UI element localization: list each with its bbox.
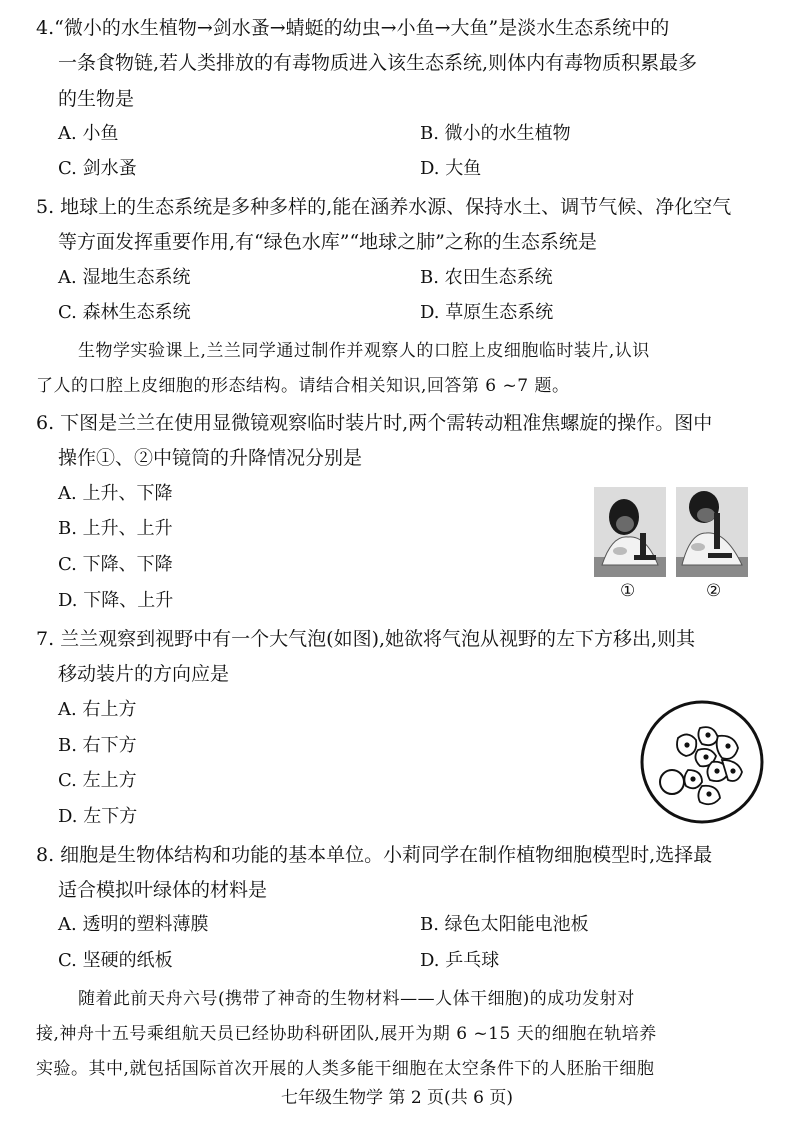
q6-option-b: B. 上升、上升: [58, 518, 173, 539]
passage-line-1: 随着此前天舟六号(携带了神奇的生物材料——人体干细胞)的成功发射对: [78, 989, 635, 1009]
photo-label-2: ②: [706, 581, 722, 601]
q6-option-c: C. 下降、下降: [58, 554, 173, 575]
q5-stem-line-1: 5. 地球上的生态系统是多种多样的,能在涵养水源、保持水土、调节气候、净化空气: [36, 196, 732, 218]
operation-photo-2: [676, 487, 748, 577]
q8-stem-line-2: 适合模拟叶绿体的材料是: [58, 879, 268, 901]
q6-option-d: D. 下降、上升: [58, 590, 174, 611]
q8-option-a: A. 透明的塑料薄膜: [58, 914, 209, 935]
q8-stem-line-1: 8. 细胞是生物体结构和功能的基本单位。小莉同学在制作植物细胞模型时,选择最: [36, 844, 713, 866]
q7-stem-line-1: 7. 兰兰观察到视野中有一个大气泡(如图),她欲将气泡从视野的左下方移出,则其: [36, 628, 696, 650]
q4-option-a: A. 小鱼: [58, 123, 119, 144]
q8-option-b: B. 绿色太阳能电池板: [420, 914, 589, 935]
q5-stem-line-2: 等方面发挥重要作用,有“绿色水库”“地球之肺”之称的生态系统是: [58, 231, 597, 253]
q7-option-d: D. 左下方: [58, 806, 138, 827]
q5-option-a: A. 湿地生态系统: [58, 267, 191, 288]
q8-option-d: D. 乒乓球: [420, 950, 500, 971]
q7-stem-line-2: 移动装片的方向应是: [58, 663, 230, 685]
q8-option-c: C. 坚硬的纸板: [58, 950, 173, 971]
q4-stem-line-1: 4.“微小的水生植物→剑水蚤→蜻蜓的幼虫→小鱼→大鱼”是淡水生态系统中的: [36, 17, 670, 39]
operation-photo-1: [594, 487, 666, 577]
q6-stem-line-1: 6. 下图是兰兰在使用显微镜观察临时装片时,两个需转动粗准焦螺旋的操作。图中: [36, 412, 713, 434]
q4-option-b: B. 微小的水生植物: [420, 123, 571, 144]
q4-stem-line-3: 的生物是: [58, 88, 135, 110]
q5-option-c: C. 森林生态系统: [58, 302, 191, 323]
page-footer: 七年级生物学 第 2 页(共 6 页): [281, 1088, 513, 1108]
microscope-operation-figure: [592, 487, 762, 611]
q5-option-d: D. 草原生态系统: [420, 302, 554, 323]
passage-line-2: 接,神舟十五号乘组航天员已经协助科研团队,展开为期 6 ~15 天的细胞在轨培养: [36, 1024, 657, 1044]
intro-line-1: 生物学实验课上,兰兰同学通过制作并观察人的口腔上皮细胞临时装片,认识: [78, 341, 650, 361]
q7-option-c: C. 左上方: [58, 770, 137, 791]
q6-stem-line-2: 操作①、②中镜筒的升降情况分别是: [58, 447, 363, 469]
q4-stem-line-2: 一条食物链,若人类排放的有毒物质进入该生态系统,则体内有毒物质积累最多: [58, 52, 698, 74]
photo-label-1: ①: [620, 581, 636, 601]
field-of-view-figure: [640, 700, 764, 824]
q6-option-a: A. 上升、下降: [58, 483, 173, 504]
intro-line-2: 了人的口腔上皮细胞的形态结构。请结合相关知识,回答第 6 ~7 题。: [36, 376, 570, 396]
q7-option-a: A. 右上方: [58, 699, 137, 720]
air-bubble: [660, 770, 684, 794]
q5-option-b: B. 农田生态系统: [420, 267, 553, 288]
q7-option-b: B. 右下方: [58, 735, 137, 756]
passage-line-3: 实验。其中,就包括国际首次开展的人类多能干细胞在太空条件下的人胚胎干细胞: [36, 1059, 655, 1079]
q4-option-d: D. 大鱼: [420, 158, 482, 179]
q4-option-c: C. 剑水蚤: [58, 158, 137, 179]
